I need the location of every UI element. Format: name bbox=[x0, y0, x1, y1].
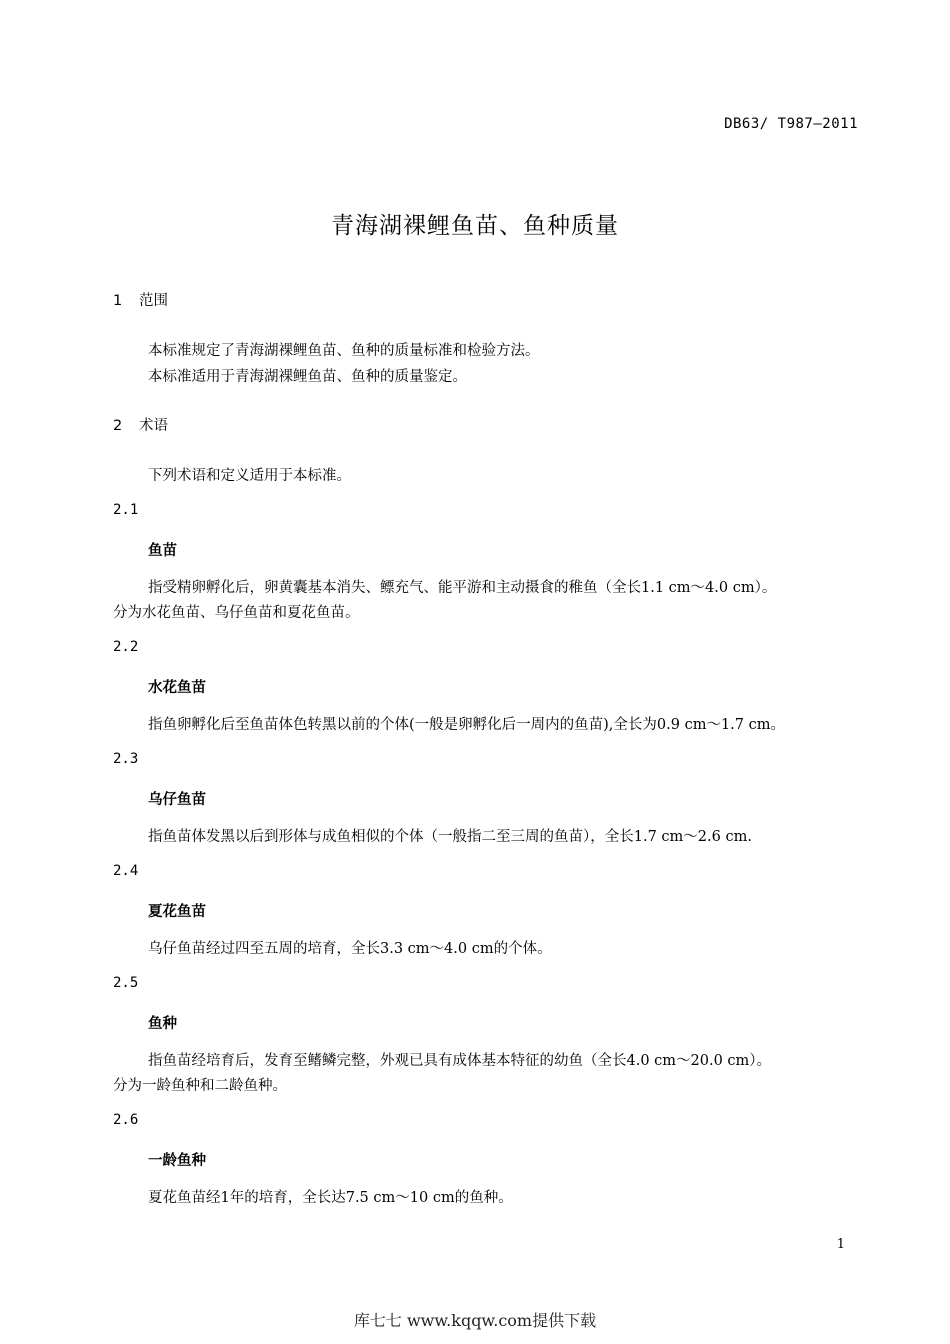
term-definition: 乌仔鱼苗经过四至五周的培育，全长3.3 cm～4.0 cm的个体。 bbox=[148, 941, 552, 957]
term-definition: 指鱼苗经培育后，发育至鳍鳞完整，外观已具有成体基本特征的幼鱼（全长4.0 cm～20.0 cm）。 bbox=[148, 1053, 772, 1069]
term-definition-continued: 分为水花鱼苗、乌仔鱼苗和夏花鱼苗。 bbox=[113, 605, 360, 621]
section-title: 术语 bbox=[139, 418, 168, 434]
term-definition: 指鱼卵孵化后至鱼苗体色转黑以前的个体(一般是卵孵化后一周内的鱼苗),全长为0.9 cm～1.7 cm。 bbox=[148, 717, 785, 733]
term-heading: 鱼苗 bbox=[148, 543, 177, 559]
term-heading: 一龄鱼种 bbox=[148, 1153, 206, 1169]
term-definition-continued: 分为一龄鱼种和二龄鱼种。 bbox=[113, 1078, 287, 1094]
subclause-number: 2.5 bbox=[113, 975, 139, 991]
term-definition: 指鱼苗体发黑以后到形体与成鱼相似的个体（一般指二至三周的鱼苗），全长1.7 cm～2.6 cm. bbox=[148, 829, 752, 845]
term-heading: 夏花鱼苗 bbox=[148, 904, 206, 920]
subclause-number: 2.2 bbox=[113, 639, 139, 655]
subclause-number: 2.1 bbox=[113, 502, 139, 518]
section-number: 1 bbox=[113, 293, 123, 309]
subclause-number: 2.4 bbox=[113, 863, 139, 879]
term-heading: 水花鱼苗 bbox=[148, 680, 206, 696]
term-heading: 鱼种 bbox=[148, 1016, 177, 1032]
section-heading-terms bbox=[113, 414, 168, 435]
footer-source-note: 库七七 www.kqqw.com提供下载 bbox=[353, 1311, 597, 1330]
subclause-number: 2.3 bbox=[113, 751, 139, 767]
section-number: 2 bbox=[113, 418, 123, 434]
term-heading: 乌仔鱼苗 bbox=[148, 792, 206, 808]
section-heading-scope bbox=[113, 289, 168, 310]
paragraph: 本标准规定了青海湖裸鲤鱼苗、鱼种的质量标准和检验方法。 bbox=[148, 343, 540, 359]
paragraph: 本标准适用于青海湖裸鲤鱼苗、鱼种的质量鉴定。 bbox=[148, 369, 467, 385]
subclause-number: 2.6 bbox=[113, 1112, 139, 1128]
paragraph: 下列术语和定义适用于本标准。 bbox=[148, 468, 351, 484]
term-definition: 夏花鱼苗经1年的培育，全长达7.5 cm～10 cm的鱼种。 bbox=[148, 1190, 513, 1206]
page-number: 1 bbox=[836, 1237, 845, 1252]
document-title: 青海湖裸鲤鱼苗、鱼种质量 bbox=[331, 213, 619, 239]
standard-code: DB63/ T987—2011 bbox=[724, 116, 858, 132]
section-title: 范围 bbox=[139, 293, 168, 309]
term-definition: 指受精卵孵化后，卵黄囊基本消失、鳔充气、能平游和主动摄食的稚鱼（全长1.1 cm～4.0 cm）。 bbox=[148, 580, 777, 596]
